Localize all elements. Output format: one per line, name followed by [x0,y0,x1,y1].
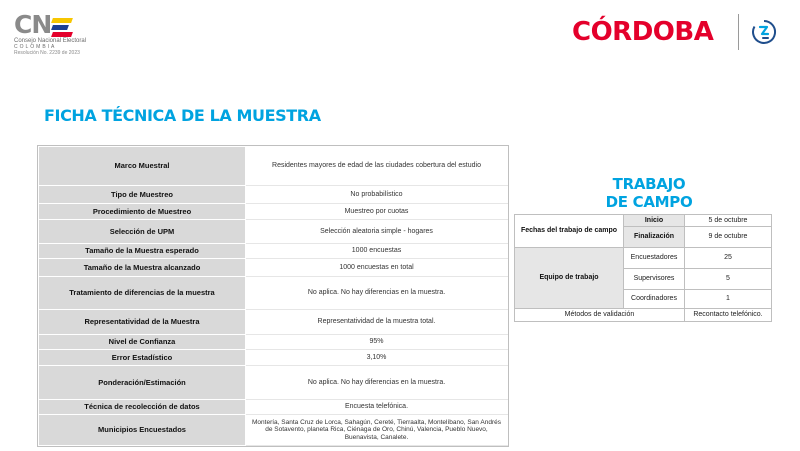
row-value: No aplica. No hay diferencias en la muestra. [246,277,508,310]
cne-logo-line3: Resolución No. 2239 de 2023 [14,50,80,56]
table-row [39,147,508,186]
table-row [39,244,508,259]
equipo-count: 25 [685,248,772,269]
row-label: Municipios Encuestados [39,415,246,446]
inicio-label: Inicio [624,215,685,227]
row-label: Ponderación/Estimación [39,366,246,400]
brand-divider [738,14,739,50]
cne-logo-line2: COLOMBIA [14,44,57,50]
table-row [39,204,508,220]
row-label: Nivel de Confianza [39,335,246,350]
table-row [39,400,508,415]
table-row [39,335,508,350]
cne-logo-line1: Consejo Nacional Electoral [14,38,87,44]
page-title: FICHA TÉCNICA DE LA MUESTRA [44,106,321,125]
equipo-role: Coordinadores [624,290,685,309]
inicio-value: 5 de octubre [685,215,772,227]
metodos-label: Métodos de validación [515,309,685,322]
table-row [39,259,508,277]
brand-title: CÓRDOBA [572,17,714,47]
pollster-logo-icon [750,18,778,46]
row-value: Representatividad de la muestra total. [246,310,508,335]
table-row [39,186,508,204]
cne-e-mark-icon [52,17,72,37]
finalizacion-value: 9 de octubre [685,227,772,248]
row-label: Error Estadístico [39,350,246,366]
trabajo-title-line1: TRABAJO [612,175,686,193]
table-row [39,220,508,244]
equipo-label: Equipo de trabajo [515,248,624,309]
row-label: Tamaño de la Muestra esperado [39,244,246,259]
row-value: 3,10% [246,350,508,366]
row-value: 95% [246,335,508,350]
row-value: 1000 encuestas [246,244,508,259]
equipo-count: 1 [685,290,772,309]
table-row [515,215,772,227]
row-label: Marco Muestral [39,147,246,186]
row-value: Muestreo por cuotas [246,204,508,220]
fechas-label: Fechas del trabajo de campo [515,215,624,248]
table-row [515,248,772,269]
row-label: Selección de UPM [39,220,246,244]
table-row [39,350,508,366]
row-label: Tipo de Muestreo [39,186,246,204]
row-value: Selección aleatoria simple - hogares [246,220,508,244]
trabajo-de-campo-title [594,175,704,211]
trabajo-de-campo-table [514,214,772,322]
equipo-role: Encuestadores [624,248,685,269]
metodos-value: Recontacto telefónico. [685,309,772,322]
row-label: Técnica de recolección de datos [39,400,246,415]
ficha-tecnica-table [38,146,508,446]
row-value: Residentes mayores de edad de las ciudades cobertura del estudio [246,147,508,186]
row-label: Procedimiento de Muestreo [39,204,246,220]
table-row [39,277,508,310]
row-value: No probabilístico [246,186,508,204]
table-row [39,415,508,446]
equipo-role: Supervisores [624,269,685,290]
row-label: Tratamiento de diferencias de la muestra [39,277,246,310]
row-label: Tamaño de la Muestra alcanzado [39,259,246,277]
table-row [39,310,508,335]
finalizacion-label: Finalización [624,227,685,248]
table-row [39,366,508,400]
row-value: No aplica. No hay diferencias en la muestra. [246,366,508,400]
row-value: Montería, Santa Cruz de Lorca, Sahagún, Cereté, Tierraalta, Montelíbano, San Andrés de Sotavento, planeta Rica, Ciénaga de Oro, Chinú, Valencia, Pueblo Nuevo, Buenavista, Canalete. [246,415,508,446]
trabajo-title-line2: DE CAMPO [605,193,693,211]
equipo-count: 5 [685,269,772,290]
row-value: Encuesta telefónica. [246,400,508,415]
cne-logo-letters: CN [14,10,52,39]
row-value: 1000 encuestas en total [246,259,508,277]
row-label: Representatividad de la Muestra [39,310,246,335]
cne-logo [14,12,106,58]
table-row [515,309,772,322]
